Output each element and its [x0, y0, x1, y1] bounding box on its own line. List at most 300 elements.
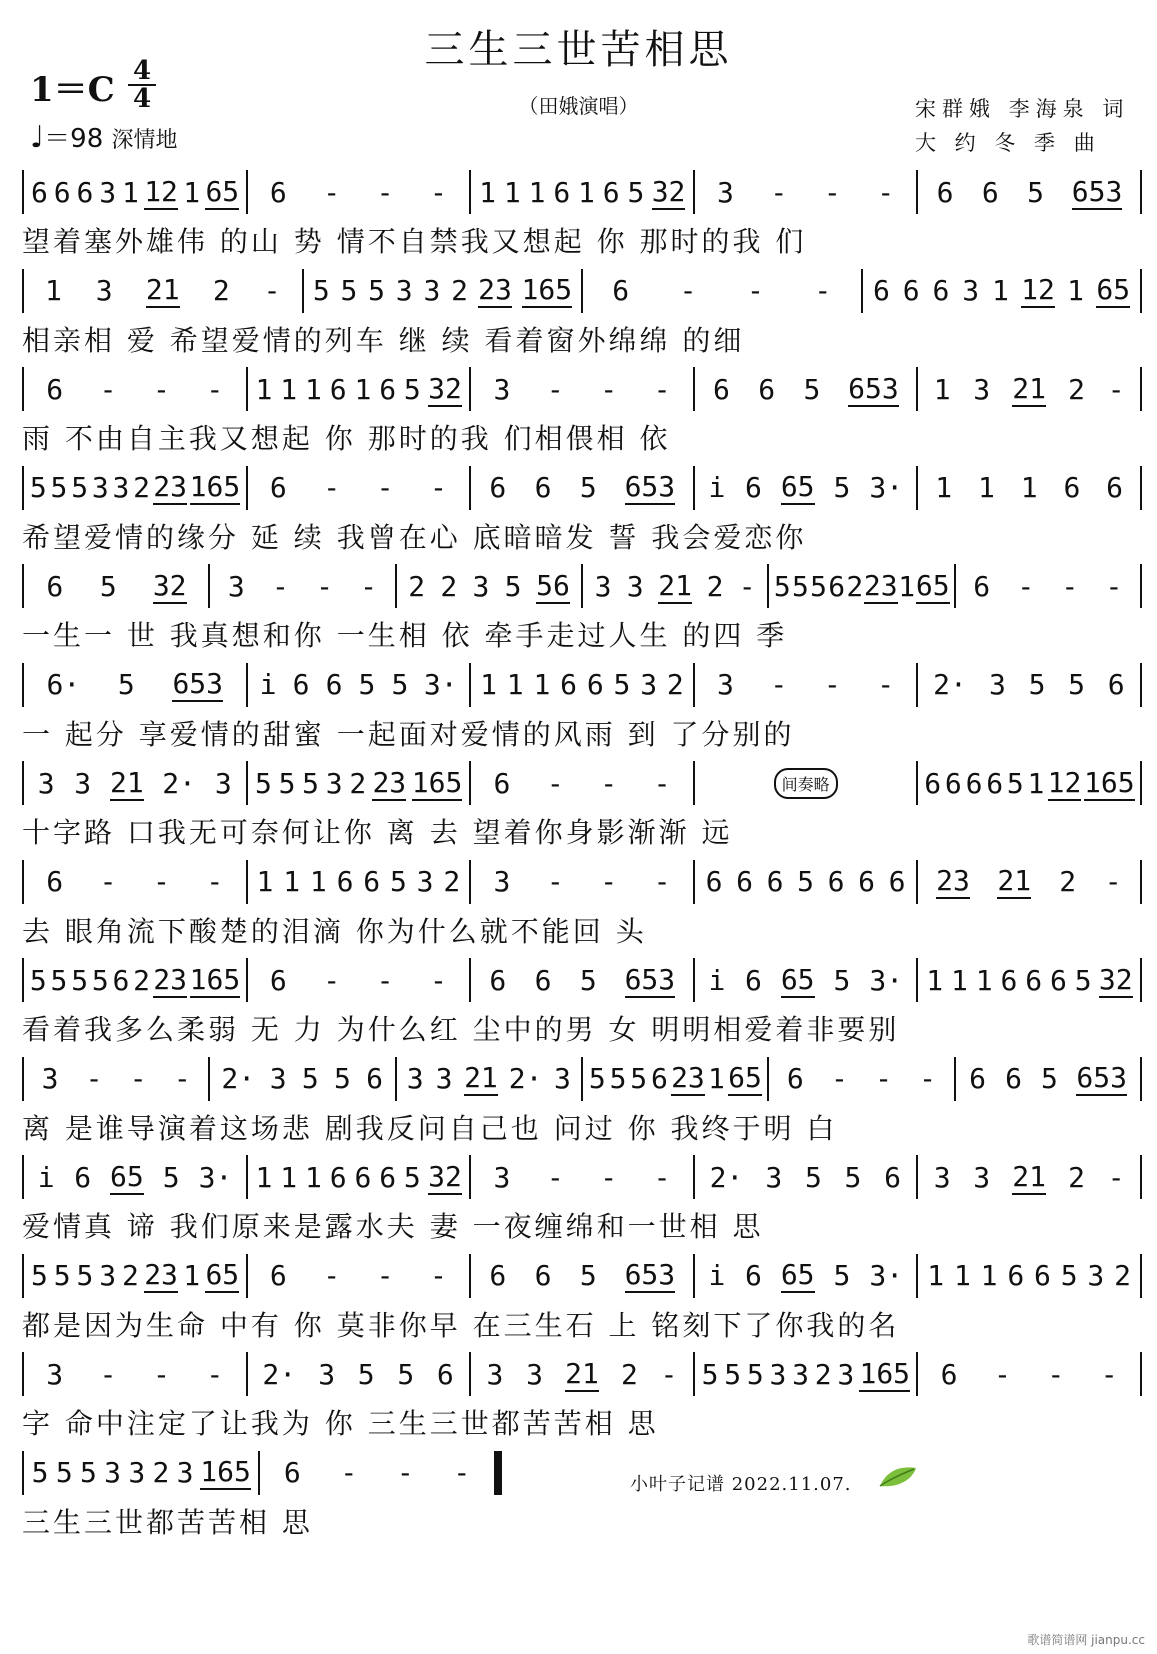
note: 3 [526, 1357, 543, 1391]
note: - [600, 1160, 618, 1194]
note: 6 [884, 1160, 901, 1194]
notation-row [22, 466, 1142, 510]
note: 5 [810, 569, 827, 603]
note: 6 [1106, 471, 1124, 504]
note: 6· [46, 668, 81, 701]
note: 6 [650, 1062, 668, 1095]
measure [769, 1057, 955, 1101]
note: 5 [833, 963, 851, 997]
note: 6 [888, 865, 906, 898]
note: - [830, 1062, 848, 1095]
note: 2 [666, 668, 684, 701]
measure [24, 663, 248, 707]
note: 6 [936, 175, 954, 209]
note: - [453, 1456, 471, 1489]
note: 2 [122, 1259, 139, 1292]
note: 32 [428, 371, 462, 405]
note: 3 [37, 766, 55, 800]
note: 3 [989, 668, 1006, 701]
note: 2 [133, 471, 151, 504]
watermark: 歌谱简谱网 jianpu.cc [1027, 1633, 1145, 1647]
note: 5 [1028, 668, 1046, 701]
note: 5 [254, 766, 272, 800]
measure [471, 466, 695, 510]
note: - [546, 1160, 564, 1194]
note: 2 [620, 1357, 638, 1391]
note: - [1107, 372, 1125, 406]
note: 21 [145, 273, 180, 306]
measure [24, 1254, 248, 1298]
note: 12 [144, 174, 178, 208]
measure [769, 564, 955, 608]
note: 2 [451, 274, 468, 307]
measure [918, 170, 1140, 214]
note: - [1061, 569, 1079, 603]
note: 3· [423, 668, 458, 701]
time-signature [128, 58, 156, 112]
measure [583, 1057, 769, 1101]
note: 23 [153, 470, 187, 503]
note: 5 [403, 372, 421, 406]
note: - [376, 1259, 394, 1292]
note: 5 [55, 1456, 73, 1489]
note: 6 [786, 1062, 804, 1095]
measure [397, 1057, 583, 1101]
note: - [823, 668, 841, 701]
note: 1 [283, 865, 301, 898]
note: 6 [269, 963, 287, 997]
time-signature-top: 4 [128, 58, 156, 86]
measure [248, 1352, 472, 1396]
note: 2 [349, 766, 367, 800]
note: 5 [579, 1259, 597, 1292]
note: 1 [578, 175, 595, 209]
note: 23 [936, 864, 970, 897]
measure [260, 1451, 500, 1495]
note: 6 [1025, 963, 1043, 997]
measure [248, 761, 472, 805]
note: 65 [915, 568, 950, 602]
note: 5 [117, 668, 135, 701]
note: 5 [844, 1160, 862, 1194]
lyric-row: 离 是谁导演着这场悲 剧我反问自己也 问过 你 我终于明 白 [22, 1111, 838, 1145]
notation-row [22, 1451, 502, 1495]
note: 6 [283, 1456, 301, 1489]
note: 5 [71, 963, 89, 997]
note: 21 [110, 765, 144, 799]
measure [24, 466, 248, 510]
note: 1 [255, 372, 273, 406]
note: 6 [586, 668, 604, 701]
note: 3 [435, 1062, 453, 1095]
note: - [1105, 569, 1123, 603]
lyric-row: 一生一 世 我真想和你 一生相 依 牵手走过人生 的四 季 [22, 619, 788, 652]
note: 3 [176, 1456, 194, 1489]
note: 3 [973, 1160, 991, 1194]
note: 653 [1071, 174, 1123, 208]
note: 6 [828, 569, 846, 603]
note: 5 [357, 1357, 375, 1391]
note: 6 [1007, 1259, 1025, 1292]
note: 6 [981, 175, 999, 209]
measure [24, 367, 248, 411]
measure [248, 663, 472, 707]
note: 3· [869, 471, 904, 504]
note: - [85, 1062, 103, 1095]
note: - [770, 175, 788, 209]
note: 1 [1020, 471, 1038, 504]
note: 65 [780, 470, 815, 503]
lyric-row: 去 眼角流下酸楚的泪滴 你为什么就不能回 头 [22, 914, 647, 948]
note: 3 [95, 274, 113, 307]
note: 5 [358, 668, 376, 701]
note: - [546, 865, 564, 898]
transcriber-note: 小叶子记谱 2022.11.07. [630, 1474, 852, 1495]
note: 5 [1041, 1062, 1058, 1095]
note: 3 [41, 1062, 59, 1095]
note: 3 [472, 569, 490, 603]
note: 1 [1067, 274, 1085, 307]
note: 3 [973, 372, 991, 406]
note: 3 [717, 175, 734, 209]
measure [210, 1057, 396, 1101]
note: 1 [503, 175, 521, 209]
notation-row [22, 367, 1142, 411]
note: 6 [76, 175, 94, 209]
note: - [323, 175, 341, 209]
measure [471, 958, 695, 1002]
note: 6 [329, 372, 347, 406]
note: 6 [612, 274, 630, 307]
note: 3 [104, 1456, 122, 1489]
note: 5 [29, 471, 47, 504]
note: 6 [46, 865, 64, 898]
note: 1 [933, 372, 951, 406]
note: - [994, 1357, 1011, 1391]
note: 3 [112, 471, 130, 504]
note: - [360, 569, 378, 603]
note: 3 [74, 766, 92, 800]
measure [24, 269, 304, 313]
note: - [747, 274, 764, 307]
note: 5 [340, 274, 358, 307]
note: - [153, 1357, 170, 1391]
note: - [546, 372, 564, 406]
note: 1 [708, 1062, 725, 1095]
note: - [1017, 569, 1035, 603]
note: 6 [379, 1160, 397, 1194]
note: 5 [803, 372, 821, 406]
notation-row [22, 1352, 1142, 1396]
notation-row [22, 761, 1142, 805]
note: 6 [986, 766, 1004, 800]
measure [24, 564, 210, 608]
note: 6 [325, 668, 343, 701]
note: 3 [493, 372, 511, 406]
measure [918, 663, 1140, 707]
note: 5 [609, 1062, 627, 1095]
measure [24, 860, 248, 904]
measure [918, 958, 1140, 1002]
note: 3 [493, 1160, 511, 1194]
measure [248, 367, 472, 411]
credits [915, 92, 1129, 160]
note: - [919, 1062, 936, 1095]
note: - [653, 865, 671, 898]
note: 2 [706, 569, 724, 603]
note: 5 [1006, 766, 1024, 800]
note: 5 [613, 668, 631, 701]
note: 1 [991, 274, 1009, 307]
quarter-note-icon: ♩ [30, 120, 45, 155]
measure [695, 367, 919, 411]
note: - [263, 274, 281, 307]
lyricists: 宋群娥 李海泉 词 [915, 97, 1130, 121]
note: 5 [833, 471, 851, 504]
note: 23 [863, 568, 898, 602]
measure [471, 860, 695, 904]
measure [248, 958, 472, 1002]
measure [695, 860, 919, 904]
measure [918, 1352, 1140, 1396]
measure [695, 761, 919, 805]
note: - [738, 569, 756, 603]
note: 6 [744, 1259, 762, 1292]
lyric-row: 一 起分 享爱情的甜蜜 一起面对爱情的风雨 到 了分别的 [22, 717, 795, 751]
note: 2 [1068, 1160, 1085, 1194]
expression-mark: 深情地 [111, 128, 178, 153]
note: 6 [902, 274, 920, 307]
note: 6 [973, 569, 991, 603]
note: 6 [969, 1062, 987, 1095]
note: - [376, 471, 394, 504]
note: 3 [91, 471, 109, 504]
note: - [679, 274, 697, 307]
note: 5 [79, 1456, 97, 1489]
measure [24, 958, 248, 1002]
note: 6 [112, 963, 130, 997]
note: 2 [1059, 865, 1077, 898]
note: - [653, 372, 671, 406]
note: 5 [91, 963, 109, 997]
measure [918, 860, 1140, 904]
measure [24, 761, 248, 805]
note: 2 [133, 963, 151, 997]
interlude-label: 间奏略 [774, 768, 838, 799]
measure [248, 1155, 472, 1199]
note: - [323, 963, 341, 997]
note: 3 [46, 1357, 64, 1391]
measure [695, 958, 919, 1002]
note: 21 [997, 864, 1032, 897]
note: 5 [630, 1062, 648, 1095]
note: 65 [1096, 273, 1131, 306]
note: 1 [975, 963, 993, 997]
note: 3 [493, 865, 511, 898]
note: - [877, 668, 895, 701]
note: 2 [408, 569, 426, 603]
note: - [1047, 1357, 1065, 1391]
measure [210, 564, 396, 608]
note: 1 [980, 1259, 998, 1292]
note: - [396, 1456, 414, 1489]
note: 5 [588, 1062, 606, 1095]
note: 6 [827, 865, 845, 898]
note: 165 [411, 765, 463, 799]
measure [918, 1155, 1140, 1199]
note: - [877, 175, 895, 209]
note: 65 [728, 1061, 762, 1094]
note: 5 [804, 1160, 822, 1194]
measure [956, 1057, 1140, 1101]
note: - [206, 865, 224, 898]
note: 3 [395, 274, 413, 307]
note: - [653, 766, 671, 800]
note: 6 [534, 1259, 552, 1292]
note: 1 [480, 668, 497, 701]
note: i [708, 1259, 726, 1292]
lyric-row: 都是因为生命 中有 你 莫非你早 在三生石 上 铭刻下了你我的名 [22, 1308, 900, 1342]
note: 1 [978, 471, 995, 504]
note: 5 [53, 1259, 71, 1292]
note: 3 [837, 1357, 855, 1391]
note: 5 [301, 1062, 319, 1095]
note: - [875, 1062, 892, 1095]
note: 2 [212, 274, 230, 307]
notation-row [22, 860, 1142, 904]
time-signature-bottom: 4 [132, 84, 152, 114]
note: 653 [624, 1258, 676, 1291]
note: 653 [848, 371, 899, 405]
note: 6 [553, 175, 571, 209]
note: 6 [1063, 471, 1081, 504]
note: - [1107, 1160, 1125, 1194]
note: - [430, 1259, 447, 1292]
note: 5 [1060, 1259, 1078, 1292]
notation-row [22, 663, 1142, 707]
lyric-row: 雨 不由自主我又想起 你 那时的我 们相偎相 依 [22, 422, 671, 455]
lyric-row: 爱情真 谛 我们原来是露水夫 妻 一夜缠绵和一世相 思 [22, 1210, 764, 1243]
note: 2· [221, 1062, 256, 1095]
note: - [376, 963, 394, 997]
note: 1 [935, 471, 953, 504]
note: 32 [1098, 962, 1133, 996]
note: 1 [280, 1160, 298, 1194]
note: 6 [872, 274, 890, 307]
note: 23 [144, 1258, 178, 1291]
note: i [708, 963, 726, 997]
note: 6 [489, 963, 507, 997]
measure [24, 170, 248, 214]
notation-row [22, 958, 1142, 1002]
note: 653 [1076, 1061, 1127, 1094]
note: 65 [780, 1258, 815, 1291]
note: 6 [924, 766, 942, 800]
note: 32 [152, 568, 187, 602]
note: 2 [846, 569, 864, 603]
note: 3 [227, 569, 245, 603]
note: - [323, 1259, 341, 1292]
note: 2 [1114, 1259, 1131, 1292]
note: 6 [493, 766, 511, 800]
measure [471, 170, 695, 214]
note: 12 [1021, 273, 1055, 306]
note: 23 [153, 962, 187, 996]
note: 1 [256, 865, 274, 898]
note: 5 [792, 569, 809, 603]
note: 3· [869, 963, 904, 997]
note: - [770, 668, 788, 701]
note: 3 [933, 1160, 951, 1194]
note: 2 [443, 865, 461, 898]
note: 5 [29, 963, 47, 997]
note: 6 [744, 963, 762, 997]
note: 5 [773, 569, 791, 603]
note: 5 [701, 1357, 719, 1391]
measure [248, 466, 472, 510]
note: 5 [504, 569, 522, 603]
note: 3 [416, 865, 434, 898]
note: 5 [368, 274, 386, 307]
performer: （田娥演唱） [518, 94, 639, 118]
note: 3 [99, 1259, 117, 1292]
note: - [600, 865, 618, 898]
note: 6 [758, 372, 776, 406]
note: 65 [205, 1258, 240, 1291]
note: 5 [162, 1160, 180, 1194]
note: 5 [76, 1259, 94, 1292]
measure [695, 1254, 919, 1298]
note: 1 [898, 569, 916, 603]
note: 3· [198, 1160, 233, 1194]
note: 6 [366, 1062, 383, 1095]
note: 5 [1068, 668, 1085, 701]
note: 65 [205, 174, 240, 208]
note: 6 [534, 963, 552, 997]
note: 6 [1005, 1062, 1022, 1095]
note: 5 [746, 1357, 764, 1391]
note: - [173, 1062, 191, 1095]
note: - [546, 766, 564, 800]
note: 3 [406, 1062, 424, 1095]
note: i [37, 1160, 55, 1194]
note: 32 [428, 1159, 462, 1193]
note: 6 [1107, 668, 1125, 701]
lyric-row: 字 命中注定了让我为 你 三生三世都苦苦相 思 [22, 1407, 659, 1440]
note: 65 [780, 962, 815, 996]
measure [24, 1352, 248, 1396]
note: 5 [627, 175, 645, 209]
note: 6 [46, 372, 64, 406]
note: 32 [651, 174, 686, 208]
note: 1 [951, 963, 968, 997]
note: 5 [333, 1062, 351, 1095]
notation-row [22, 1254, 1142, 1298]
note: 1 [183, 1259, 201, 1292]
measure [695, 1352, 919, 1396]
note: 12 [1047, 765, 1082, 799]
note: 653 [624, 470, 676, 503]
note: 6 [30, 175, 48, 209]
measure [471, 1155, 695, 1199]
note: 3 [554, 1062, 571, 1095]
note: 3 [318, 1357, 336, 1391]
note: 165 [1084, 765, 1135, 799]
note: 6 [329, 1160, 347, 1194]
measure [918, 1254, 1140, 1298]
note: 1 [280, 372, 298, 406]
note: 6 [602, 175, 620, 209]
